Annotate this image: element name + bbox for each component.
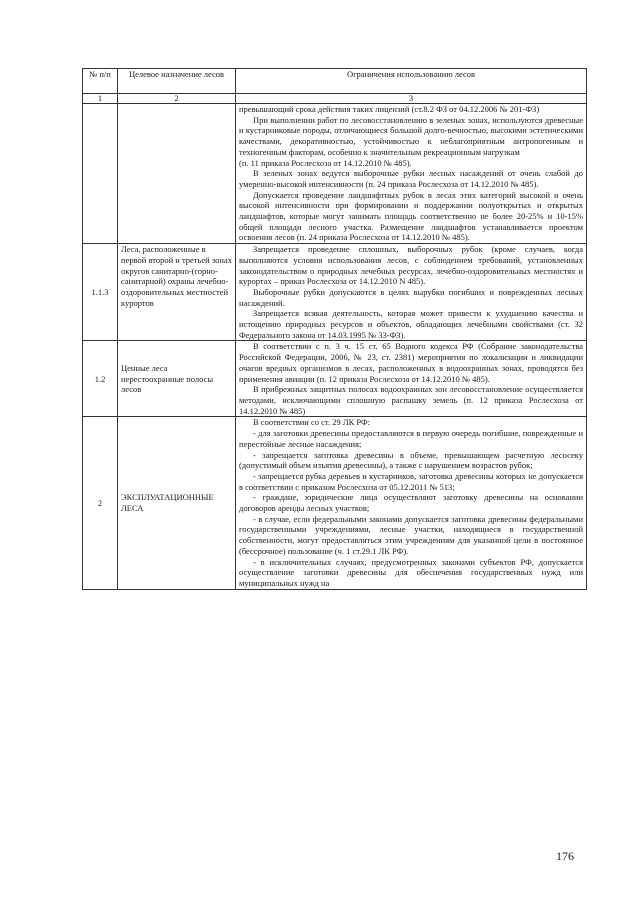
row-number <box>83 104 118 244</box>
restrictions-cell <box>236 417 587 589</box>
header-purpose: Целевое назначение лесов <box>118 69 236 94</box>
row-number: 1.1.3 <box>83 244 118 341</box>
table-header-row <box>83 69 587 94</box>
restriction-paragraph: Выборочные рубки допускаются в целях вырубки погибших и поврежденных лесных насаждений. <box>239 286 583 308</box>
column-index-row <box>83 94 587 104</box>
restriction-paragraph: В прибрежных защитных полосах водоохраиных зон лесовосстановление осуществляется методами, исключающими сплошную распашку земель (п. 12 приказа Рослесхоза от 14.12.2010 № 485) <box>239 384 583 416</box>
restrictions-cell <box>236 341 587 417</box>
restriction-paragraph: - граждане, юридические лица осуществляют заготовку древесины на основании договоров аренды лесных участков; <box>239 492 583 514</box>
restriction-paragraph: Допускается проведение ландшафтных рубок в лесах этих категорий высокой и очень высокой интенсивности при формировании и поддержании полуоткрытых и открытых ландшафтов, которые могут занимать площадь соответственно не более 20-25% и 10-15% общей площади лесного участка. Размещение ландшафтов устанавливается проектом освоения лесов (п. 24 приказа Рослесхоза от 14.12.2010 № 485). <box>239 189 583 243</box>
table-row <box>83 244 587 341</box>
row-number: 1.2 <box>83 341 118 417</box>
restriction-paragraph: превышающий срока действия таких лицензий (ст.8.2 ФЗ от 04.12.2006 № 201-ФЗ) <box>239 104 540 114</box>
page-number: 176 <box>556 849 574 863</box>
forest-purpose: Леса, расположенные в первой второй и третьей зонах округов санитарно-(горно-санитарной) охраны лечебно-оздоровительных местностей курортов <box>118 244 236 341</box>
restrictions-table <box>82 68 587 590</box>
header-number: № п/п <box>83 69 118 94</box>
row-number: 2 <box>83 417 118 589</box>
restriction-paragraph: - для заготовки древесины предоставляются в первую очередь погибшие, поврежденные и перестойные лесные насаждения; <box>239 428 583 449</box>
restriction-paragraph: - в случае, если федеральными законами допускается заготовка древесины федеральными государственными учреждениями, лесные участки, находящиеся в государственной собственности, могут предоставляться этим учреждениям для указанной цели в постоянное (бессрочное) пользование (ч. 1 ст.29.1 ЛК РФ). <box>239 513 583 556</box>
restrictions-cell <box>236 104 587 244</box>
restriction-paragraph: При выполнении работ по лесовосстановлению в зеленых зонах, используются древесные и кустарниковые породы, отличающиеся большой долго-вечностью, высокими эстетическими качествами, декоративностью, устойчивостью к неблагоприятным антропогенным и техногенным факторам, особенно к значительным рекреационным нагрузкам <box>239 114 583 157</box>
column-index: 3 <box>236 94 587 104</box>
restriction-paragraph: - запрещается заготовка древесины в объеме, превышающем расчетную лесосеку (допустимый объем изъятия древесины), а также с нарушением возрастов рубок; <box>239 449 583 471</box>
table-row <box>83 104 587 244</box>
table-row <box>83 341 587 417</box>
column-index: 1 <box>83 94 118 104</box>
restriction-paragraph: (п. 11 приказа Рослесхоза от 14.12.2010 № 485). <box>239 157 412 168</box>
restriction-paragraph: - в исключительных случаях, предусмотренных законами субъектов РФ, допускается осуществление заготовки древесины для обеспечения государственных нужд или муниципальных нужд на <box>239 556 583 588</box>
header-restrictions: Ограничения использованию лесов <box>236 69 587 94</box>
restriction-paragraph: - запрещается рубка деревьев и кустарников, заготовка древесины которых не допускается в соответствии с приказом Рослесхоза от 05.12.2011 № 513; <box>239 470 583 492</box>
column-index: 2 <box>118 94 236 104</box>
restriction-paragraph: В соответствии с п. 3 ч. 15 ст. 65 Водного кодекса РФ (Собрание законодательства Российской Федерации, 2006, № 23, ст. 2381) мероприятия по локализации и ликвидации очагов вредных организмов в лесах, расположенных в водоохранных зонах, проводятся без применения авиации (п. 12 приказа Рослесхоза от 14.12.2010 № 485). <box>239 341 583 384</box>
restriction-paragraph: Запрещается проведение сплошных, выборочных рубок (кроме случаев, когда выполняются условия использования лесов, с соблюдением требований, установленных законодательством о природных лечебных ресурсах, лечебно-оздоровительных местностях и курортах – приказ Рослесхоза от 14.12.2010 N 485). <box>239 244 583 287</box>
table-row <box>83 417 587 589</box>
forest-purpose: Ценные леса нерестоохранные полосы лесов <box>118 341 236 417</box>
restrictions-cell <box>236 244 587 341</box>
restriction-paragraph: В соответствии со ст. 29 ЛК РФ: <box>253 417 371 428</box>
forest-purpose <box>118 104 236 244</box>
restriction-paragraph: В зеленых зонах ведутся выборочные рубки лесных насаждений от очень слабой до умеренно-высокой интенсивности (п. 24 приказа Рослесхоза от 14.12.2010 № 485). <box>239 168 583 189</box>
restriction-paragraph: Запрещается всякая деятельность, которая может привести к ухудшению качества и истощению природных ресурсов и объектов, обладающих лечебными свойствами (ст. 32 Федерального закона от 14.03.1995 № 33-ФЗ). <box>239 308 583 340</box>
forest-purpose: ЭКСПЛУАТАЦИОННЫЕ ЛЕСА <box>118 417 236 589</box>
